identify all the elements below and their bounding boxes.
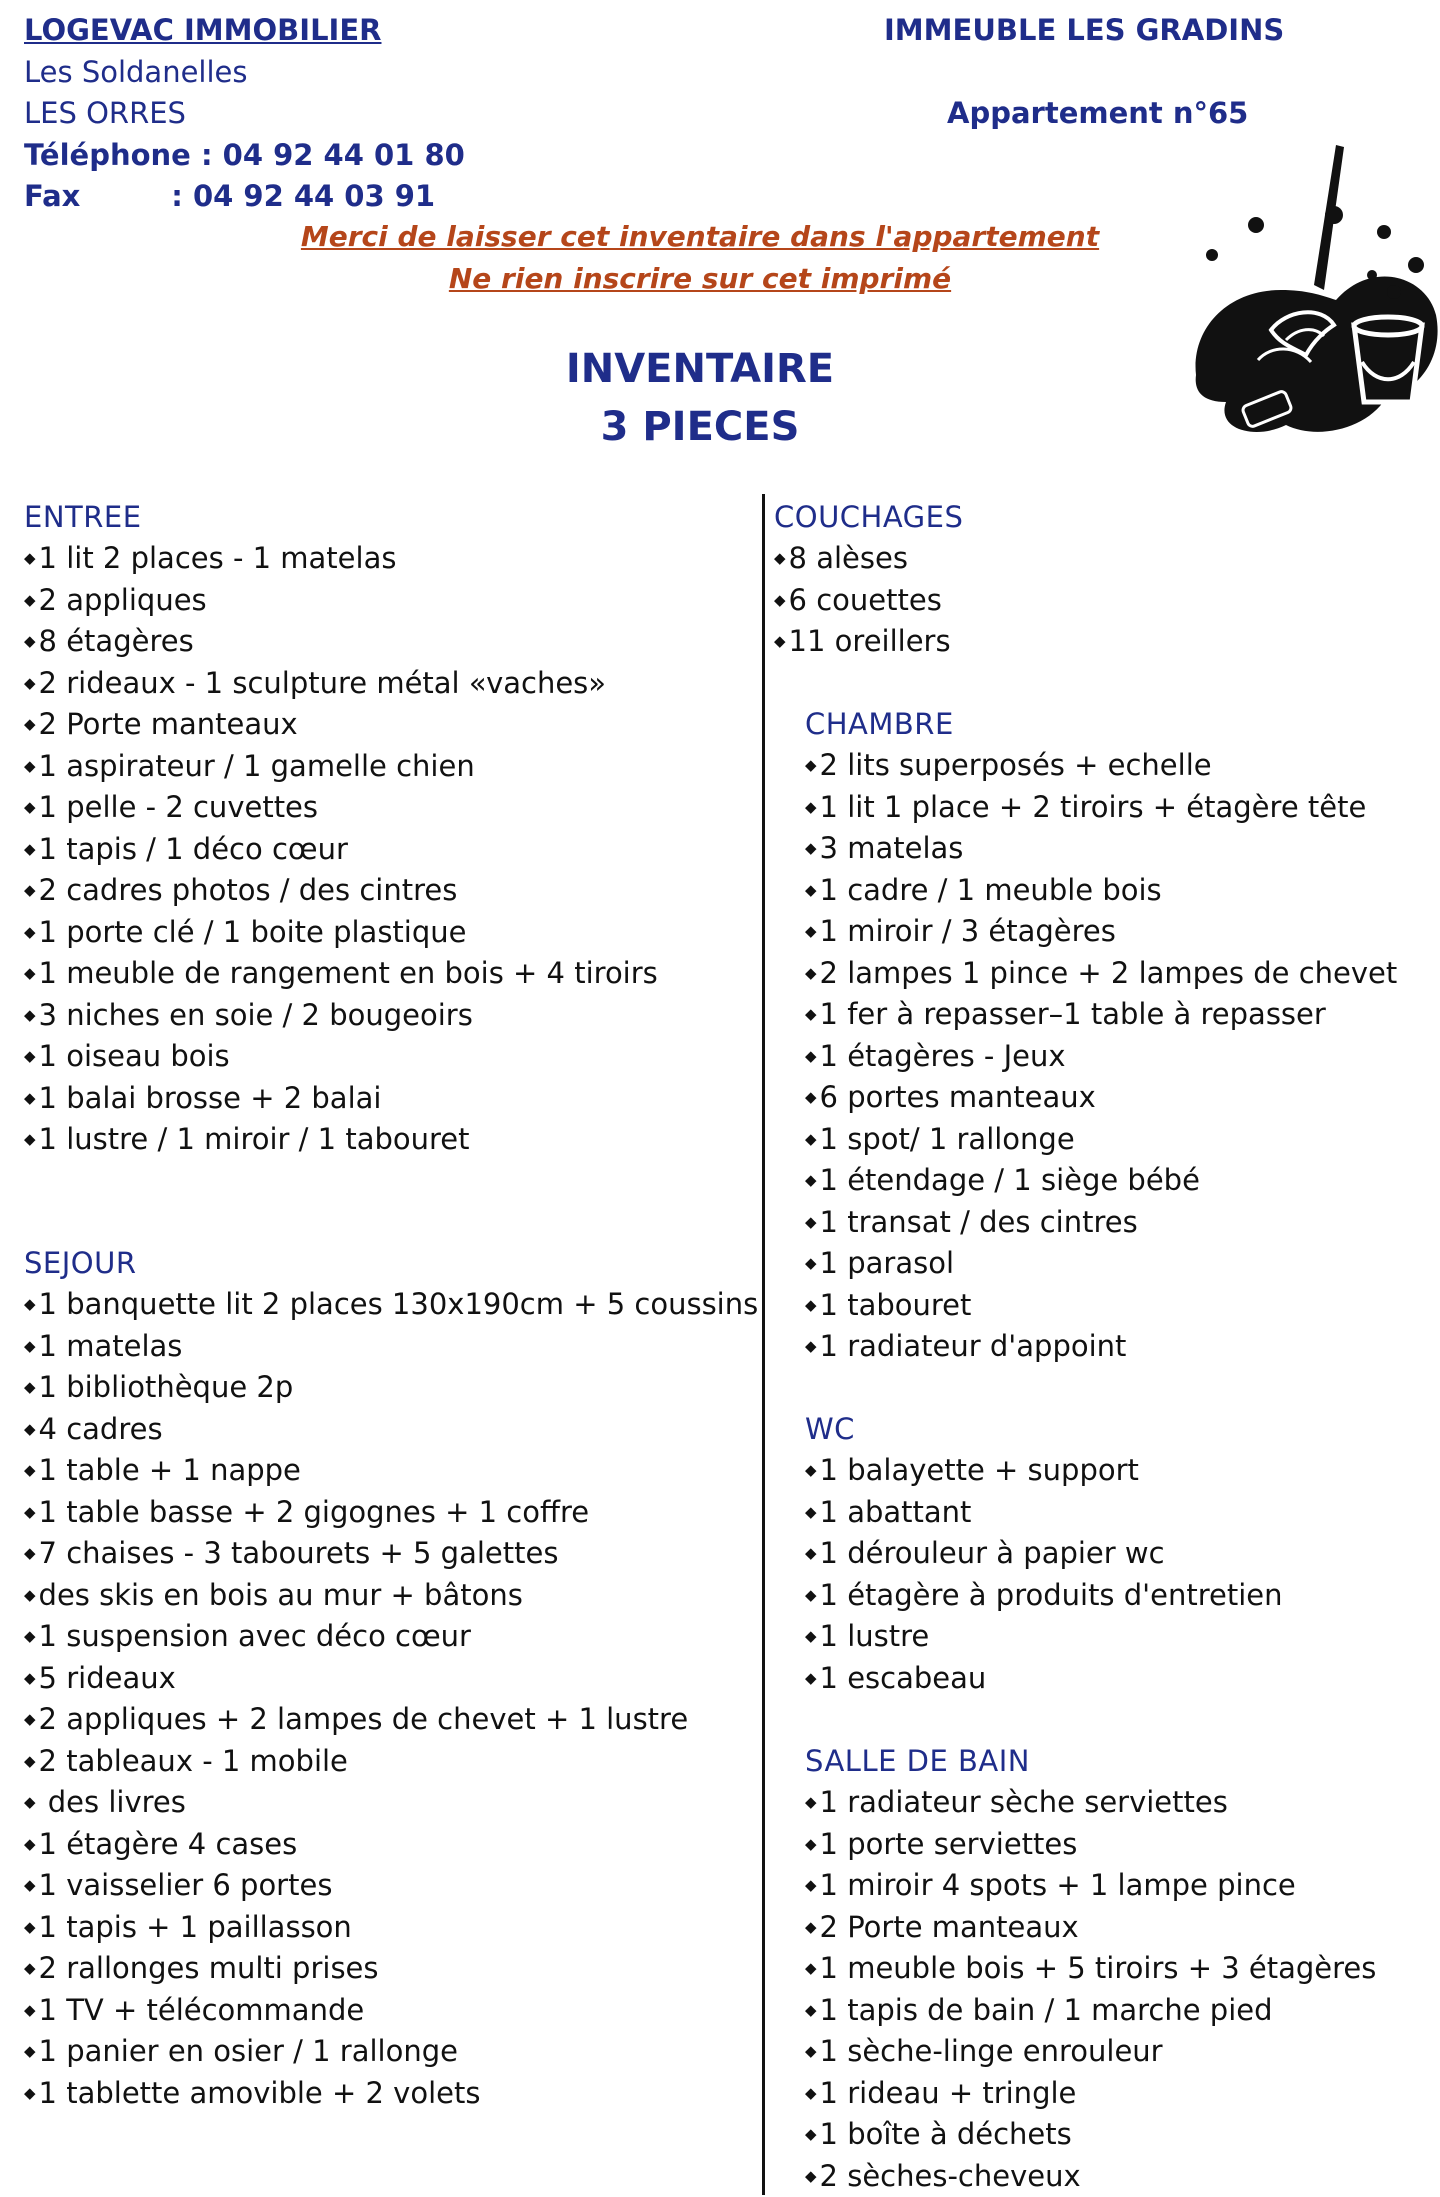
inventory-item: ◆ 1 radiateur d'appoint: [805, 1326, 1397, 1368]
inventory-item: ◆ 4 cadres: [24, 1409, 758, 1451]
inventory-item: ◆ 1 panier en osier / 1 rallonge: [24, 2031, 758, 2073]
section-title-wc: WC: [805, 1409, 855, 1451]
inventory-item: ◆ des livres: [24, 1782, 758, 1824]
cleaning-broom-bucket-icon: [1186, 140, 1440, 450]
inventory-item: ◆ 1 rideau + tringle: [805, 2073, 1376, 2115]
inventory-item: ◆ 3 niches en soie / 2 bougeoirs: [24, 995, 658, 1037]
inventory-item: ◆ 1 boîte à déchets: [805, 2114, 1376, 2156]
inventory-item: ◆ 1 étagère 4 cases: [24, 1824, 758, 1866]
inventory-item: ◆ 8 étagères: [24, 621, 658, 663]
inventory-item: ◆ 1 abattant: [805, 1492, 1283, 1534]
inventory-item: ◆ 1 suspension avec déco cœur: [24, 1616, 758, 1658]
inventory-item: ◆ 2 tableaux - 1 mobile: [24, 1741, 758, 1783]
inventory-item: ◆ 6 portes manteaux: [805, 1077, 1397, 1119]
section-title-entree: ENTREE: [24, 497, 142, 539]
inventory-item: ◆ 2 rallonges multi prises: [24, 1948, 758, 1990]
inventory-item: ◆ 2 Porte manteaux: [805, 1907, 1376, 1949]
section-title-salle-de-bain: SALLE DE BAIN: [805, 1741, 1030, 1783]
wc-item-list: [805, 1450, 1283, 1699]
inventory-item: ◆ 1 oiseau bois: [24, 1036, 658, 1078]
inventory-item: ◆ 1 aspirateur / 1 gamelle chien: [24, 746, 658, 788]
inventory-item: ◆ 1 porte serviettes: [805, 1824, 1376, 1866]
inventory-item: ◆ 1 tapis + 1 paillasson: [24, 1907, 758, 1949]
inventory-item: ◆ 1 tabouret: [805, 1285, 1397, 1327]
notice-leave-inventory: Merci de laisser cet inventaire dans l'appartement: [0, 216, 1400, 258]
inventory-item: ◆ 2 appliques + 2 lampes de chevet + 1 lustre: [24, 1699, 758, 1741]
document-subtitle: 3 PIECES: [0, 398, 1400, 456]
inventory-item: ◆ 1 étagères - Jeux: [805, 1036, 1397, 1078]
inventory-item: ◆ 1 vaisselier 6 portes: [24, 1865, 758, 1907]
inventory-item: ◆ 1 pelle - 2 cuvettes: [24, 787, 658, 829]
section-title-couchages: COUCHAGES: [774, 497, 963, 539]
inventory-item: ◆ 1 tapis de bain / 1 marche pied: [805, 1990, 1376, 2032]
phone-number: Téléphone : 04 92 44 01 80: [24, 135, 465, 177]
fax-number: Fax : 04 92 44 03 91: [24, 176, 465, 218]
inventory-item: ◆ 1 meuble de rangement en bois + 4 tiroirs: [24, 953, 658, 995]
inventory-item: ◆ 1 porte clé / 1 boite plastique: [24, 912, 658, 954]
inventory-item: ◆ 5 rideaux: [24, 1658, 758, 1700]
salle-de-bain-item-list: [805, 1782, 1376, 2197]
inventory-item: ◆ 1 banquette lit 2 places 130x190cm + 5 coussins: [24, 1284, 758, 1326]
inventory-item: ◆ 1 TV + télécommande: [24, 1990, 758, 2032]
inventory-item: ◆ 6 couettes: [774, 580, 951, 622]
section-title-sejour: SEJOUR: [24, 1243, 137, 1285]
inventory-item: ◆ 1 table + 1 nappe: [24, 1450, 758, 1492]
inventory-item: ◆ 1 fer à repasser–1 table à repasser: [805, 994, 1397, 1036]
chambre-item-list: [805, 745, 1397, 1368]
inventory-item: ◆ 1 lit 1 place + 2 tiroirs + étagère tête: [805, 787, 1397, 829]
apartment-number: Appartement n°65: [947, 93, 1248, 135]
inventory-item: ◆ 7 chaises - 3 tabourets + 5 galettes: [24, 1533, 758, 1575]
inventory-item: ◆ 2 lits superposés + echelle: [805, 745, 1397, 787]
section-title-chambre: CHAMBRE: [805, 704, 954, 746]
inventory-item: ◆ 2 sèches-cheveux: [805, 2156, 1376, 2197]
inventory-item: ◆ 1 sèche-linge enrouleur: [805, 2031, 1376, 2073]
inventory-item: ◆ des skis en bois au mur + bâtons: [24, 1575, 758, 1617]
inventory-item: ◆ 1 matelas: [24, 1326, 758, 1368]
column-divider: [762, 494, 765, 2195]
inventory-item: ◆ 1 cadre / 1 meuble bois: [805, 870, 1397, 912]
inventory-item: ◆ 1 parasol: [805, 1243, 1397, 1285]
inventory-item: ◆ 11 oreillers: [774, 621, 951, 663]
inventory-item: ◆ 1 étendage / 1 siège bébé: [805, 1160, 1397, 1202]
inventory-item: ◆ 1 radiateur sèche serviettes: [805, 1782, 1376, 1824]
inventory-item: ◆ 1 transat / des cintres: [805, 1202, 1397, 1244]
inventory-item: ◆ 2 cadres photos / des cintres: [24, 870, 658, 912]
inventory-item: ◆ 1 spot/ 1 rallonge: [805, 1119, 1397, 1161]
couchages-item-list: [774, 538, 951, 663]
inventory-item: ◆ 2 Porte manteaux: [24, 704, 658, 746]
inventory-item: ◆ 2 appliques: [24, 580, 658, 622]
inventory-item: ◆ 1 lustre / 1 miroir / 1 tabouret: [24, 1119, 658, 1161]
inventory-item: ◆ 1 miroir 4 spots + 1 lampe pince: [805, 1865, 1376, 1907]
company-name: LOGEVAC IMMOBILIER: [24, 10, 465, 52]
document-title: INVENTAIRE: [0, 340, 1400, 398]
inventory-item: ◆ 1 lit 2 places - 1 matelas: [24, 538, 658, 580]
inventory-item: ◆ 1 tablette amovible + 2 volets: [24, 2073, 758, 2115]
inventory-item: ◆ 1 bibliothèque 2p: [24, 1367, 758, 1409]
inventory-item: ◆ 1 table basse + 2 gigognes + 1 coffre: [24, 1492, 758, 1534]
inventory-item: ◆ 1 étagère à produits d'entretien: [805, 1575, 1283, 1617]
inventory-item: ◆ 3 matelas: [805, 828, 1397, 870]
inventory-item: ◆ 2 lampes 1 pince + 2 lampes de chevet: [805, 953, 1397, 995]
inventory-item: ◆ 1 escabeau: [805, 1658, 1283, 1700]
notice-do-not-write: Ne rien inscrire sur cet imprimé: [0, 258, 1400, 300]
address-line-2: LES ORRES: [24, 93, 465, 135]
inventory-item: ◆ 2 rideaux - 1 sculpture métal «vaches»: [24, 663, 658, 705]
address-line-1: Les Soldanelles: [24, 52, 465, 94]
inventory-item: ◆ 1 meuble bois + 5 tiroirs + 3 étagères: [805, 1948, 1376, 1990]
inventory-item: ◆ 1 balayette + support: [805, 1450, 1283, 1492]
building-name: IMMEUBLE LES GRADINS: [884, 10, 1284, 52]
inventory-item: ◆ 8 alèses: [774, 538, 951, 580]
inventory-item: ◆ 1 lustre: [805, 1616, 1283, 1658]
inventory-item: ◆ 1 tapis / 1 déco cœur: [24, 829, 658, 871]
entree-item-list: [24, 538, 658, 1161]
agency-contact-block: [24, 10, 465, 218]
sejour-item-list: [24, 1284, 758, 2114]
inventory-item: ◆ 1 miroir / 3 étagères: [805, 911, 1397, 953]
inventory-item: ◆ 1 dérouleur à papier wc: [805, 1533, 1283, 1575]
inventory-item: ◆ 1 balai brosse + 2 balai: [24, 1078, 658, 1120]
